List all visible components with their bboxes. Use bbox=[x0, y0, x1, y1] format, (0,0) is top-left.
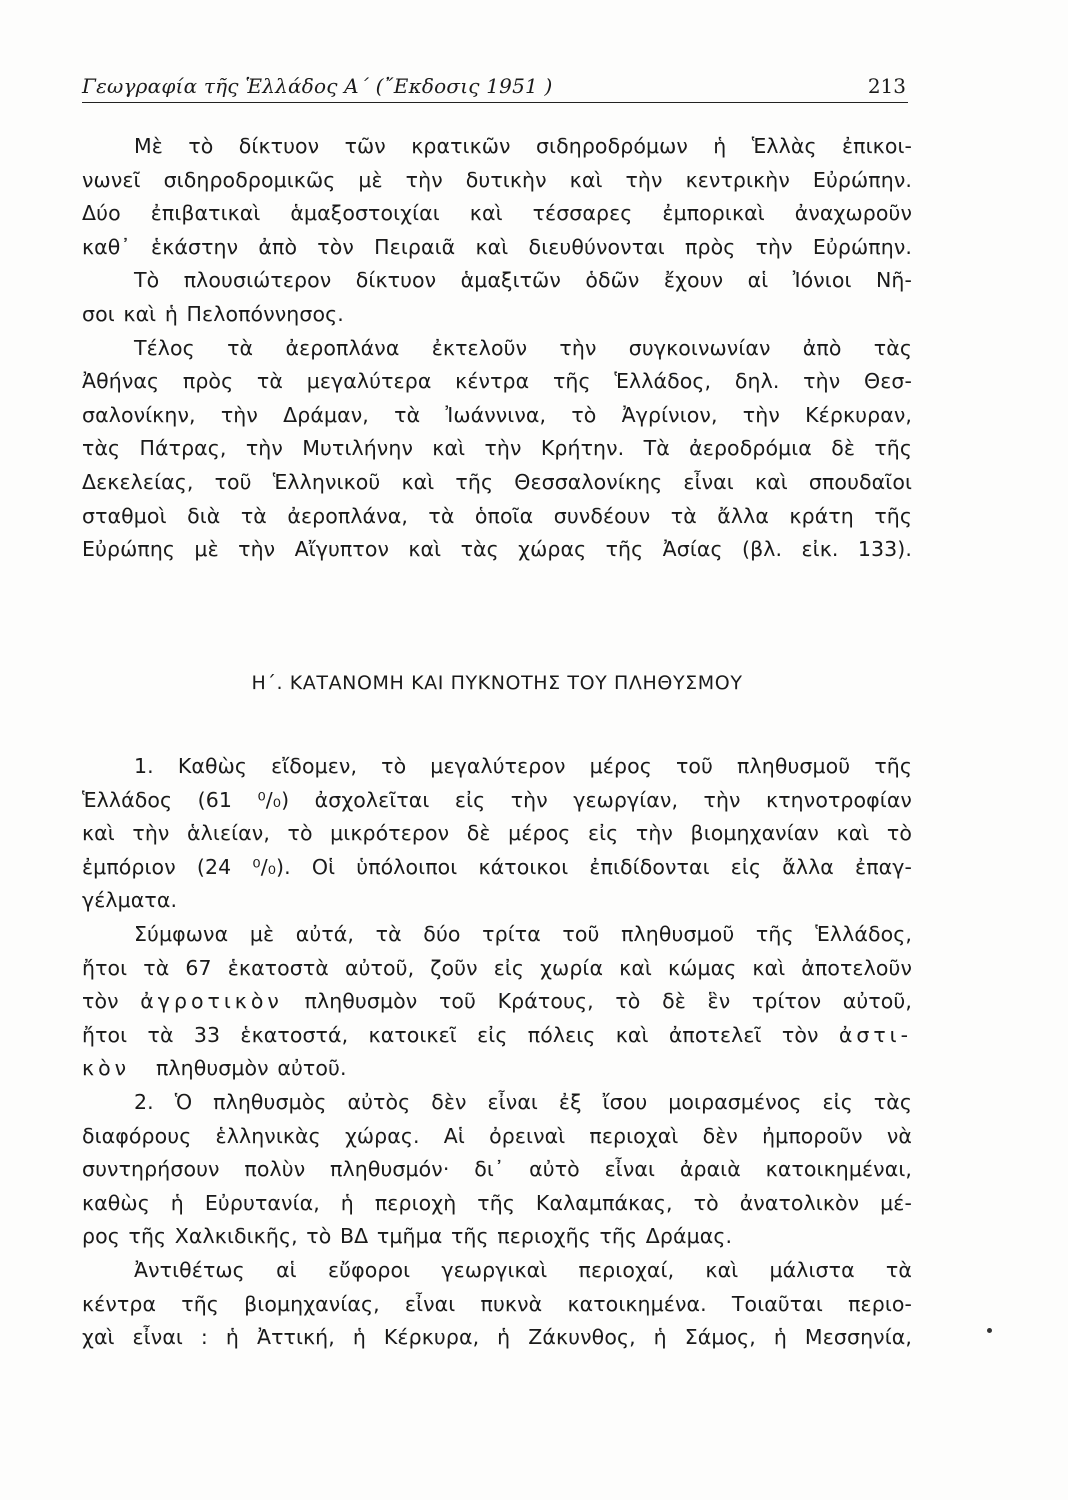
text-line: Ἑλλάδος (61 ⁰/₀) ἀσχολεῖται εἰς τὴν γεωργίαν, τὴν κτηνοτροφίαν bbox=[82, 787, 912, 812]
text-line: ἐμπόριον (24 ⁰/₀). Οἱ ὑπόλοιποι κάτοικοι ἐπιδίδονται εἰς ἄλλα ἐπαγ- bbox=[82, 854, 912, 879]
print-speck bbox=[987, 1328, 992, 1333]
page-number: 213 bbox=[867, 74, 906, 98]
text-line: χαὶ εἶναι : ἡ Ἀττική, ἡ Κέρκυρα, ἡ Ζάκυνθος, ἡ Σάμος, ἡ Μεσσηνία, bbox=[82, 1325, 912, 1350]
section-heading: Η΄. ΚΑΤΑΝΟΜΗ ΚΑΙ ΠΥΚΝΟΤΗΣ ΤΟΥ ΠΛΗΘΥΣΜΟΥ bbox=[251, 672, 743, 694]
population-paragraphs bbox=[82, 750, 912, 1355]
emphasized-term: κὸν bbox=[82, 1056, 131, 1081]
text-line: κέντρα τῆς βιομηχανίας, εἶναι πυκνὰ κατοικημένα. Τοιαῦται περιο- bbox=[82, 1291, 912, 1316]
text-line: Ἀντιθέτως αἱ εὔφοροι γεωργικαὶ περιοχαί, καὶ μάλιστα τὰ bbox=[134, 1257, 912, 1282]
text-line: Μὲ τὸ δίκτυον τῶν κρατικῶν σιδηροδρόμων ἡ Ἑλλὰς ἐπικοι- bbox=[134, 134, 912, 158]
text-fragment: πληθυσμὸν αὐτοῦ. bbox=[155, 1056, 347, 1081]
text-line: 1. Καθὼς εἴδομεν, τὸ μεγαλύτερον μέρος τοῦ πληθυσμοῦ τῆς bbox=[134, 754, 912, 778]
text-fragment: πληθυσμὸν τοῦ Κράτους, τὸ δὲ ἓν τρίτον αὐτοῦ, bbox=[304, 989, 913, 1014]
text-line: καὶ τὴν ἁλιείαν, τὸ μικρότερον δὲ μέρος εἰς τὴν βιομηχανίαν καὶ τὸ bbox=[82, 821, 912, 846]
text-line: Τέλος τὰ ἀεροπλάνα ἐκτελοῦν τὴν συγκοινωνίαν ἀπὸ τὰς bbox=[134, 335, 912, 360]
text-line: συντηρήσουν πολὺν πληθυσμόν· δι᾽ αὐτὸ εἶναι ἀραιὰ κατοικημέναι, bbox=[82, 1157, 912, 1182]
text-line: ἤτοι τὰ 67 ἑκατοστὰ αὐτοῦ, ζοῦν εἰς χωρία καὶ κώμας καὶ ἀποτελοῦν bbox=[82, 955, 912, 980]
text-fragment: ἤτοι τὰ 33 ἑκατοστά, κατοικεῖ εἰς πόλεις καὶ ἀποτελεῖ τὸν bbox=[82, 1022, 819, 1047]
text-line: γέλματα. bbox=[82, 888, 178, 913]
text-line: σταθμοὶ διὰ τὰ ἀεροπλάνα, τὰ ὁποῖα συνδέουν τὰ ἄλλα κράτη τῆς bbox=[82, 503, 912, 528]
text-line: Εὐρώπης μὲ τὴν Αἴγυπτον καὶ τὰς χώρας τῆς Ἀσίας (βλ. εἰκ. 133). bbox=[82, 537, 912, 562]
text-line: Ἀθήνας πρὸς τὰ μεγαλύτερα κέντρα τῆς Ἑλλάδος, δηλ. τὴν Θεσ- bbox=[82, 369, 912, 394]
running-title: Γεωγραφία τῆς Ἑλλάδος Α΄ (῎Εκδοσις 1951 ) bbox=[82, 74, 553, 98]
text-line: σαλονίκην, τὴν Δράμαν, τὰ Ἰωάννινα, τὸ Ἀγρίνιον, τὴν Κέρκυραν, bbox=[82, 402, 912, 427]
text-line bbox=[82, 1052, 912, 1086]
running-header bbox=[82, 72, 908, 103]
emphasized-term: ἀστι- bbox=[838, 1022, 912, 1047]
text-line: νωνεῖ σιδηροδρομικῶς μὲ τὴν δυτικὴν καὶ τὴν κεντρικὴν Εὐρώπην. bbox=[82, 167, 912, 192]
text-line: Δύο ἐπιβατικαὶ ἁμαξοστοιχίαι καὶ τέσσαρες ἐμπορικαὶ ἀναχωροῦν bbox=[82, 201, 912, 226]
text-line: σοι καὶ ἡ Πελοπόννησος. bbox=[82, 301, 344, 326]
text-line: καθὼς ἡ Εὐρυτανία, ἡ περιοχὴ τῆς Καλαμπάκας, τὸ ἀνατολικὸν μέ- bbox=[82, 1190, 912, 1215]
text-line: ρος τῆς Χαλκιδικῆς, τὸ ΒΔ τμῆμα τῆς περιοχῆς τῆς Δράμας. bbox=[82, 1224, 733, 1249]
transport-paragraphs bbox=[82, 130, 912, 567]
text-line bbox=[82, 1019, 912, 1053]
text-line: διαφόρους ἑλληνικὰς χώρας. Αἱ ὀρειναὶ περιοχαὶ δὲν ἠμποροῦν νὰ bbox=[82, 1123, 912, 1148]
text-line: Σύμφωνα μὲ αὐτά, τὰ δύο τρίτα τοῦ πληθυσμοῦ τῆς Ἑλλάδος, bbox=[134, 921, 912, 946]
text-line: Τὸ πλουσιώτερον δίκτυον ἁμαξιτῶν ὁδῶν ἔχουν αἱ Ἰόνιοι Νῆ- bbox=[134, 268, 912, 293]
text-fragment: τὸν bbox=[82, 989, 119, 1014]
text-line: καθ᾽ ἑκάστην ἀπὸ τὸν Πειραιᾶ καὶ διευθύνονται πρὸς τὴν Εὐρώπην. bbox=[82, 234, 912, 259]
text-line bbox=[82, 985, 912, 1019]
text-line: τὰς Πάτρας, τὴν Μυτιλήνην καὶ τὴν Κρήτην. Τὰ ἀεροδρόμια δὲ τῆς bbox=[82, 436, 912, 461]
text-line: Δεκελείας, τοῦ Ἑλληνικοῦ καὶ τῆς Θεσσαλονίκης εἶναι καὶ σπουδαῖοι bbox=[82, 469, 912, 494]
text-line: 2. Ὁ πληθυσμὸς αὐτὸς δὲν εἶναι ἐξ ἴσου μοιρασμένος εἰς τὰς bbox=[134, 1089, 912, 1114]
emphasized-term: ἀγροτικὸν bbox=[140, 989, 283, 1014]
